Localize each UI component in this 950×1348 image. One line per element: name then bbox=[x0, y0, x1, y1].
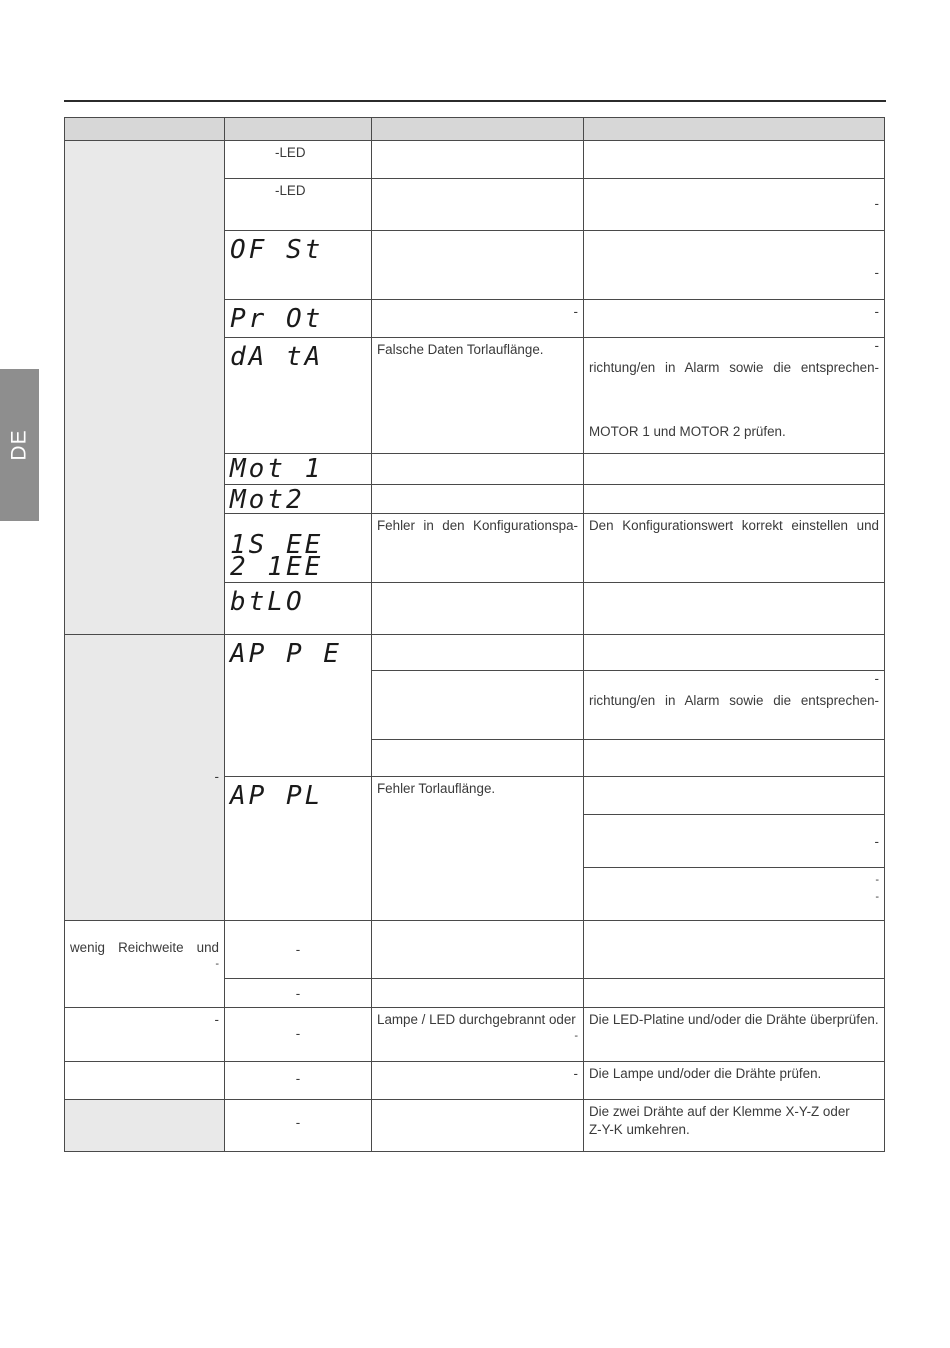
code-data bbox=[224, 337, 372, 454]
code-ofst bbox=[224, 230, 372, 300]
dash: - bbox=[874, 265, 879, 280]
zwei-draehte-text-2: Z-Y-K umkehren. bbox=[589, 1122, 690, 1137]
dash: - bbox=[295, 1115, 301, 1130]
group-6-cause bbox=[371, 1099, 584, 1152]
dash: - bbox=[215, 958, 219, 970]
dash: - bbox=[214, 769, 219, 784]
btlo-remedy bbox=[583, 582, 885, 635]
appl-remedy-3 bbox=[583, 867, 885, 921]
code-btlo-text: btLO bbox=[230, 587, 305, 617]
appl-remedy-1 bbox=[583, 776, 885, 815]
ee-cause bbox=[371, 513, 584, 583]
fehler-konfig-text: Fehler in den Konfigurationspa- bbox=[377, 518, 578, 533]
group-4-cause bbox=[371, 1007, 584, 1062]
code-ee bbox=[224, 513, 372, 583]
dash: - bbox=[874, 671, 879, 686]
mot2-cause bbox=[371, 484, 584, 514]
mot1-cause bbox=[371, 453, 584, 485]
led-row-2-cause bbox=[371, 178, 584, 231]
code-appl-text: AP PL bbox=[230, 781, 324, 811]
group-5-cause bbox=[371, 1061, 584, 1100]
ofst-cause bbox=[371, 230, 584, 300]
header-col-4 bbox=[583, 117, 885, 141]
dash: - bbox=[875, 874, 879, 886]
led-row-2-remedy bbox=[583, 178, 885, 231]
richtung-text-2: richtung/en in Alarm sowie die entsprechen- bbox=[589, 693, 879, 708]
group-6-cell bbox=[64, 1099, 225, 1152]
group-5-display bbox=[224, 1061, 372, 1100]
dash: - bbox=[874, 196, 879, 211]
ofst-remedy bbox=[583, 230, 885, 300]
data-remedy bbox=[583, 337, 885, 454]
group-3-cause-2 bbox=[371, 978, 584, 1008]
led-row-1-cause bbox=[371, 140, 584, 179]
group-3-display-2 bbox=[224, 978, 372, 1008]
group-5-remedy bbox=[583, 1061, 885, 1100]
fehler-torlauf-text: Fehler Torlauflänge. bbox=[377, 781, 496, 796]
code-mot2 bbox=[224, 484, 372, 514]
code-ee1-text: 1S EE bbox=[230, 530, 324, 560]
led-label-2: -LED bbox=[275, 183, 306, 198]
code-appe bbox=[224, 634, 372, 777]
appe-remedy-1 bbox=[583, 634, 885, 671]
prot-cause bbox=[371, 299, 584, 338]
group-1-cell bbox=[64, 140, 225, 635]
group-4-cell bbox=[64, 1007, 225, 1062]
appe-cause-3 bbox=[371, 739, 584, 777]
appe-cause-1 bbox=[371, 634, 584, 671]
lampe-draehte-text: Die Lampe und/oder die Drähte prüfen. bbox=[589, 1066, 822, 1081]
led-row-1-display bbox=[224, 140, 372, 179]
ee-remedy bbox=[583, 513, 885, 583]
dash: - bbox=[874, 834, 879, 849]
wenig-reichweite-text: wenig Reichweite und bbox=[70, 940, 219, 955]
group-4-remedy bbox=[583, 1007, 885, 1062]
code-mot2-text: Mot2 bbox=[230, 485, 305, 514]
dash: - bbox=[295, 1071, 301, 1086]
dash: - bbox=[874, 304, 879, 319]
group-3-remedy-1 bbox=[583, 920, 885, 979]
group-4-display bbox=[224, 1007, 372, 1062]
header-col-3 bbox=[371, 117, 584, 141]
richtung-text-1: richtung/en in Alarm sowie die entsprechen- bbox=[589, 360, 879, 375]
dash: - bbox=[295, 942, 301, 957]
dash: - bbox=[875, 891, 879, 903]
code-prot bbox=[224, 299, 372, 338]
zwei-draehte-text-1: Die zwei Drähte auf der Klemme X-Y-Z oder bbox=[589, 1104, 850, 1119]
dash: - bbox=[574, 1030, 578, 1042]
falsche-daten-text: Falsche Daten Torlauflänge. bbox=[377, 342, 544, 357]
group-6-remedy bbox=[583, 1099, 885, 1152]
btlo-cause bbox=[371, 582, 584, 635]
group-3-remedy-2 bbox=[583, 978, 885, 1008]
mot2-remedy bbox=[583, 484, 885, 514]
led-platine-text: Die LED-Platine und/oder die Drähte überprüfen. bbox=[589, 1012, 879, 1027]
dash: - bbox=[214, 1012, 219, 1027]
led-label-1: -LED bbox=[275, 145, 306, 160]
mot1-remedy bbox=[583, 453, 885, 485]
dash: - bbox=[874, 338, 879, 353]
appe-remedy-2 bbox=[583, 670, 885, 740]
header-col-2 bbox=[224, 117, 372, 141]
led-row-2-display bbox=[224, 178, 372, 231]
code-prot-text: Pr Ot bbox=[230, 304, 324, 334]
lampe-led-text: Lampe / LED durchgebrannt oder bbox=[377, 1012, 576, 1027]
code-ee2-text: 2 1EE bbox=[230, 552, 324, 582]
dash: - bbox=[295, 1026, 301, 1041]
konfig-wert-text: Den Konfigurationswert korrekt einstellen und bbox=[589, 518, 879, 533]
code-appe-text: AP P E bbox=[230, 639, 342, 669]
appl-cause bbox=[371, 776, 584, 921]
code-ofst-text: OF St bbox=[230, 235, 324, 265]
group-3-cause-1 bbox=[371, 920, 584, 979]
code-data-text: dA tA bbox=[230, 342, 324, 372]
data-cause bbox=[371, 337, 584, 454]
led-row-1-remedy bbox=[583, 140, 885, 179]
code-mot1 bbox=[224, 453, 372, 485]
code-mot1-text: Mot 1 bbox=[230, 454, 324, 484]
appe-remedy-3 bbox=[583, 739, 885, 777]
dash: - bbox=[573, 304, 578, 319]
prot-remedy bbox=[583, 299, 885, 338]
group-3-display-1 bbox=[224, 920, 372, 979]
appe-cause-2 bbox=[371, 670, 584, 740]
header-col-1 bbox=[64, 117, 225, 141]
motor-check-text: MOTOR 1 und MOTOR 2 prüfen. bbox=[589, 424, 786, 439]
dash: - bbox=[295, 986, 301, 1001]
appl-remedy-2 bbox=[583, 814, 885, 868]
code-appl bbox=[224, 776, 372, 921]
code-btlo bbox=[224, 582, 372, 635]
group-5-cell bbox=[64, 1061, 225, 1100]
group-3-cell bbox=[64, 920, 225, 1008]
language-tab-label: DE bbox=[7, 429, 31, 461]
dash: - bbox=[573, 1066, 578, 1081]
group-6-display bbox=[224, 1099, 372, 1152]
group-2-cell bbox=[64, 634, 225, 921]
